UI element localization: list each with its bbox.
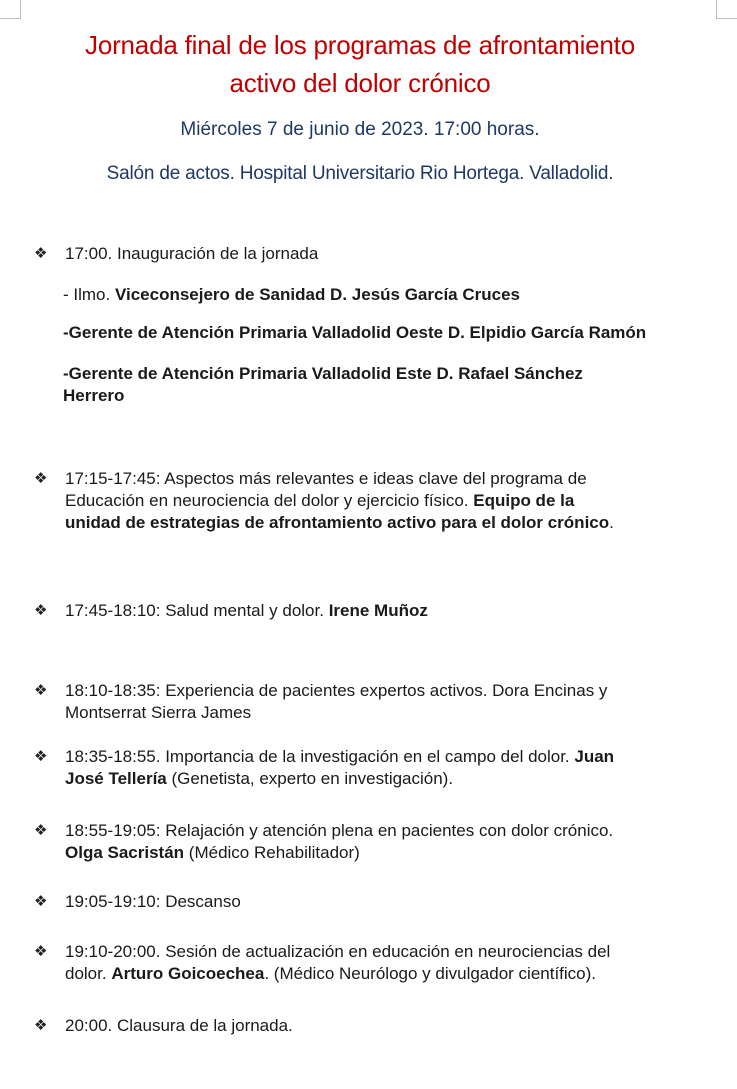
agenda-item-clausura: 20:00. Clausura de la jornada. <box>65 1016 293 1035</box>
event-venue: Salón de actos. Hospital Universitario Rio Hortega. Valladolid. <box>106 163 614 184</box>
agenda-item-relajacion: 18:55-19:05: Relajación y atención plena en pacientes con dolor crónico. Olga Sacristán (Médico Rehabilitador) <box>65 821 614 862</box>
speaker-gerente-este: -Gerente de Atención Primaria Valladolid Este D. Rafael Sánchez Herrero <box>63 364 583 405</box>
page-corner-mark-left <box>0 0 21 19</box>
agenda-item-pacientes-expertos: 18:10-18:35: Experiencia de pacientes expertos activos. Dora Encinas y Montserrat Sierra James <box>65 681 608 722</box>
diamond-bullet-icon: ❖ <box>34 682 48 699</box>
agenda-item-opening: 17:00. Inauguración de la jornada <box>65 244 319 263</box>
diamond-bullet-icon: ❖ <box>34 893 48 910</box>
speaker-viceconsejero: - Ilmo. Viceconsejero de Sanidad D. Jesús García Cruces <box>63 285 520 304</box>
agenda-item-investigacion: 18:35-18:55. Importancia de la investigación en el campo del dolor. Juan José Tellería (Genetista, experto en investigación). <box>65 747 615 788</box>
agenda-item-neurociencia: 17:15-17:45: Aspectos más relevantes e ideas clave del programa de Educación en neurociencia del dolor y ejercicio físico. Equipo de la unidad de estrategias de afrontamiento activo para el dolor crónico. <box>65 469 614 532</box>
diamond-bullet-icon: ❖ <box>34 822 48 839</box>
title-line-2: activo del dolor crónico <box>229 68 491 98</box>
title-line-1: Jornada final de los programas de afrontamiento <box>85 30 635 60</box>
diamond-bullet-icon: ❖ <box>34 943 48 960</box>
speaker-gerente-oeste: -Gerente de Atención Primaria Valladolid Oeste D. Elpidio García Ramón <box>63 323 647 342</box>
event-date: Miércoles 7 de junio de 2023. 17:00 horas. <box>180 119 540 140</box>
agenda-item-salud-mental: 17:45-18:10: Salud mental y dolor. Irene Muñoz <box>65 601 428 620</box>
agenda-item-actualizacion: 19:10-20:00. Sesión de actualización en educación en neurociencias del dolor. Arturo Goicoechea. (Médico Neurólogo y divulgador científico). <box>65 942 611 983</box>
page-corner-mark-right <box>716 0 737 19</box>
agenda-item-descanso: 19:05-19:10: Descanso <box>65 892 241 911</box>
diamond-bullet-icon: ❖ <box>34 245 48 262</box>
diamond-bullet-icon: ❖ <box>34 1017 48 1034</box>
diamond-bullet-icon: ❖ <box>34 748 48 765</box>
document-title <box>0 26 720 102</box>
diamond-bullet-icon: ❖ <box>34 470 48 487</box>
diamond-bullet-icon: ❖ <box>34 602 48 619</box>
